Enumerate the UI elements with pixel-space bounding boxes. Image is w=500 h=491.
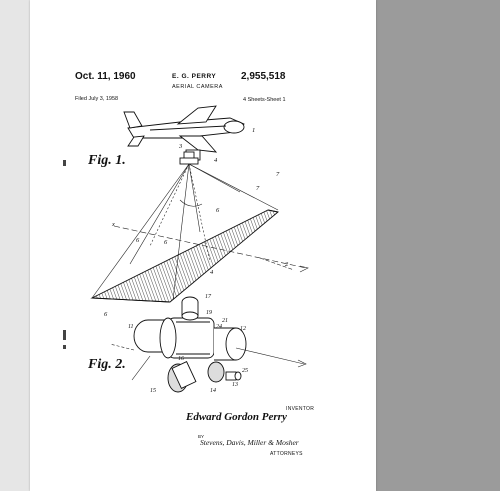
ref-numeral: 13 xyxy=(232,382,238,388)
ref-numeral: 16 xyxy=(178,356,184,362)
sheet-count: 4 Sheets-Sheet 1 xyxy=(243,97,286,103)
ref-numeral: 6 xyxy=(136,237,140,244)
filed-date: Filed July 3, 1958 xyxy=(75,96,119,102)
ref-numeral: 6 xyxy=(104,311,108,318)
ref-numeral: 2 xyxy=(285,261,289,268)
ref-numeral: 17 xyxy=(205,294,211,300)
ref-numeral: 14 xyxy=(210,388,216,394)
figure-2-label: Fig. 2. xyxy=(88,357,126,372)
ref-numeral: 4 xyxy=(214,157,218,164)
figure-1-label: Fig. 1. xyxy=(88,153,126,168)
ref-numeral: 24 xyxy=(216,324,222,330)
camera-assembly-drawing xyxy=(134,297,246,392)
ref-numeral: 6 xyxy=(164,239,168,246)
ref-numeral: 25 xyxy=(242,368,248,374)
patent-page xyxy=(30,0,376,491)
by-label: BY xyxy=(198,434,205,439)
ref-numeral: 7 xyxy=(256,185,260,192)
ref-numeral: 1 xyxy=(252,127,256,134)
attorneys-signature: Stevens, Davis, Miller & Mosher xyxy=(200,438,299,447)
inventor-header: E. G. PERRY xyxy=(172,73,217,80)
ref-numeral: 21 xyxy=(222,318,228,324)
ref-numeral: 7 xyxy=(276,171,280,178)
ref-numeral: x xyxy=(112,221,115,228)
attorneys-label: ATTORNEYS xyxy=(270,451,303,457)
viewer-gutter xyxy=(376,0,500,491)
ref-numeral: 3 xyxy=(179,143,183,150)
inventor-label: INVENTOR xyxy=(286,406,315,412)
patent-number: 2,955,518 xyxy=(241,71,286,82)
ref-numeral: 12 xyxy=(240,326,246,332)
ref-numeral: 15 xyxy=(150,388,156,394)
ref-numeral: 11 xyxy=(128,324,134,330)
ref-numeral: 19 xyxy=(206,310,212,316)
patent-title: AERIAL CAMERA xyxy=(172,84,223,90)
ref-numeral: 6 xyxy=(216,207,220,214)
patent-date: Oct. 11, 1960 xyxy=(75,71,136,82)
ref-numeral: 4 xyxy=(210,269,214,276)
inventor-signature: Edward Gordon Perry xyxy=(186,411,287,423)
